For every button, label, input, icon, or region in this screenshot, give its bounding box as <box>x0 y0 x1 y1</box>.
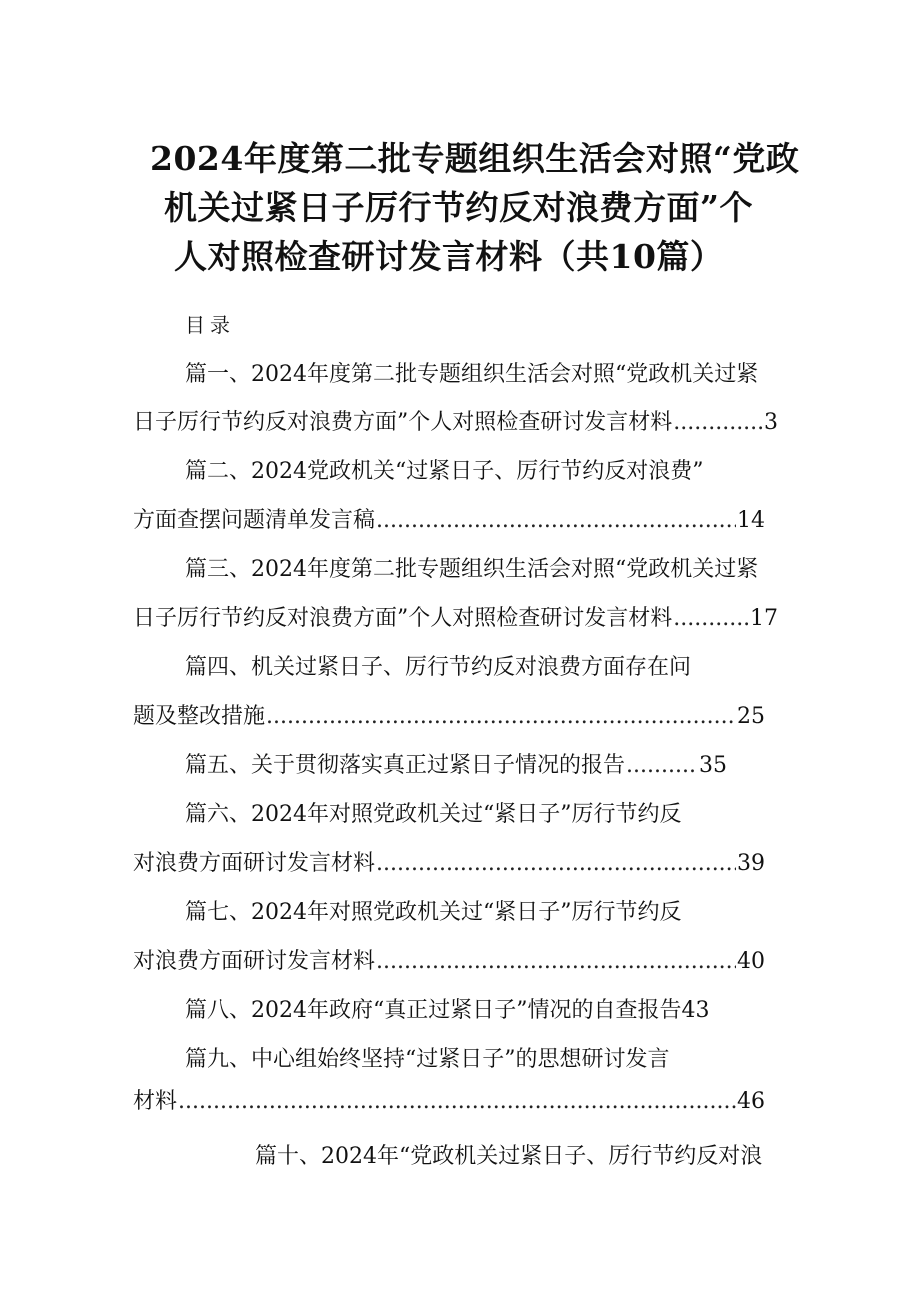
toc-entry-text: 日子厉行节约反对浪费方面”个人对照检查研讨发言材料 <box>133 410 673 435</box>
toc-entry-7-line-2[interactable] <box>133 947 765 977</box>
toc-entry-text: 篇八、2024年政府“真正过紧日子”情况的自查报告 <box>185 998 682 1023</box>
toc-entry-7-line-1: 篇七、2024年对照党政机关过“紧日子”厉行节约反 <box>185 900 682 925</box>
toc-page-number: 35 <box>699 753 727 778</box>
toc-heading: 目录 <box>185 313 235 337</box>
toc-entry-3-line-2[interactable] <box>133 604 778 634</box>
toc-leader-dots <box>376 849 736 879</box>
toc-entry-text: 题及整改措施 <box>133 704 266 729</box>
toc-entry-text: 方面查摆问题清单发言稿 <box>133 508 376 533</box>
toc-entry-6-line-1: 篇六、2024年对照党政机关过“紧日子”厉行节约反 <box>185 802 682 827</box>
toc-page-number: 3 <box>764 410 778 435</box>
document-title <box>150 134 800 281</box>
toc-leader-dots <box>376 506 736 536</box>
title-line-2: 机关过紧日子厉行节约反对浪费方面”个 <box>164 188 753 227</box>
toc-page-number: 43 <box>681 998 710 1023</box>
toc-leader-dots <box>178 1087 736 1117</box>
title-line-3: 人对照检查研讨发言材料（共10篇） <box>174 237 724 276</box>
toc-entry-9-line-1: 篇九、中心组始终坚持“过紧日子”的思想研讨发言 <box>185 1047 670 1072</box>
toc-entry-text: 材料 <box>133 1089 178 1114</box>
toc-entry-1-line-2[interactable] <box>133 408 778 438</box>
toc-page-number: 25 <box>737 704 765 729</box>
toc-entry-2-line-2[interactable] <box>133 506 765 536</box>
toc-page-number: 39 <box>737 851 765 876</box>
toc-entry-text: 篇五、关于贯彻落实真正过紧日子情况的报告 <box>185 753 626 778</box>
toc-entry-6-line-2[interactable] <box>133 849 765 879</box>
toc-entry-4-line-2[interactable] <box>133 702 765 732</box>
toc-entry-4-line-1: 篇四、机关过紧日子、厉行节约反对浪费方面存在问 <box>185 655 692 680</box>
toc-leader-dots <box>266 702 736 732</box>
toc-entry-5[interactable] <box>185 751 727 781</box>
toc-entry-10-line-1[interactable]: 篇十、2024年“党政机关过紧日子、厉行节约反对浪 <box>255 1144 763 1169</box>
toc-entry-8[interactable] <box>185 996 709 1026</box>
toc-page-number: 40 <box>737 949 765 974</box>
toc-page-number: 46 <box>737 1089 765 1114</box>
toc-leader-dots <box>376 947 736 977</box>
toc-entry-text: 对浪费方面研讨发言材料 <box>133 851 376 876</box>
toc-page-number: 14 <box>737 508 765 533</box>
toc-leader-dots <box>673 604 749 634</box>
toc-entry-9-line-2[interactable] <box>133 1087 765 1117</box>
toc-page-number: 17 <box>750 606 778 631</box>
toc-entry-3-line-1: 篇三、2024年度第二批专题组织生活会对照“党政机关过紧 <box>185 557 759 582</box>
toc-entry-1-line-1: 篇一、2024年度第二批专题组织生活会对照“党政机关过紧 <box>185 362 759 387</box>
toc-leader-dots <box>673 408 763 438</box>
toc-entry-2-line-1: 篇二、2024党政机关“过紧日子、厉行节约反对浪费” <box>185 459 704 484</box>
title-line-1: 2024年度第二批专题组织生活会对照“党政 <box>150 139 800 178</box>
toc-entry-text: 日子厉行节约反对浪费方面”个人对照检查研讨发言材料 <box>133 606 673 631</box>
toc-entry-text: 对浪费方面研讨发言材料 <box>133 949 376 974</box>
toc-leader-dots <box>626 751 698 781</box>
